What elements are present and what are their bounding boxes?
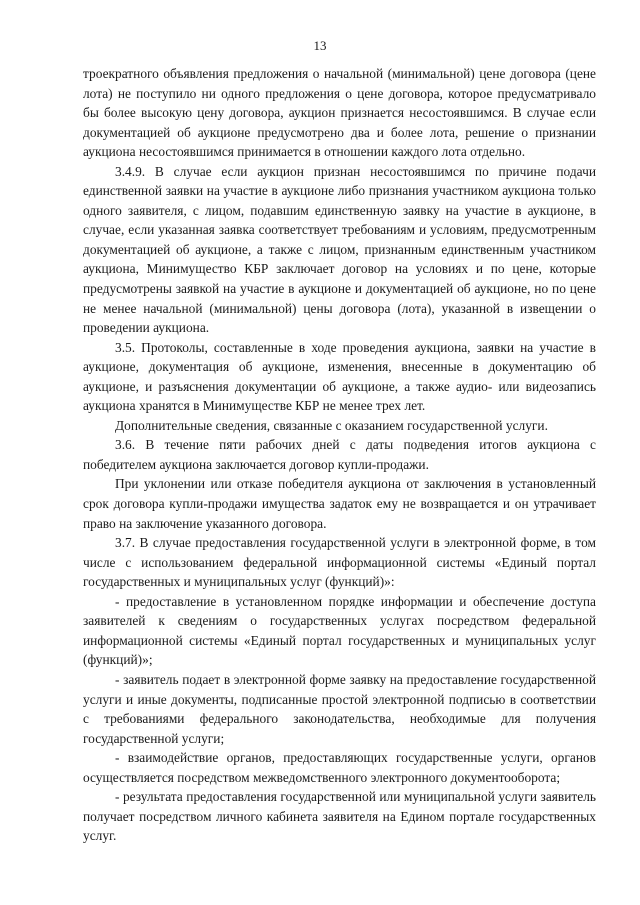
paragraph-evasion: При уклонении или отказе победителя аукциона от заключения в установленный срок договора купли-продажи имущества задаток ему не возвращается и он утрачивает право на заключение указанного договора. <box>83 476 596 531</box>
document-body <box>83 64 596 846</box>
paragraph-additional-info: Дополнительные сведения, связанные с оказанием государственной услуги. <box>115 417 548 433</box>
list-item-electronic-application: - заявитель подает в электронной форме заявку на предоставление государственной услуги и иные документы, подписанные простой электронной подписью в соответствии с требованиями федерального законодательства, необходимые для получения государственной услуги; <box>83 671 596 746</box>
list-item-interagency-interaction: - взаимодействие органов, предоставляющих государственные услуги, органов осуществляется посредством межведомственного электронного документооборота; <box>83 750 596 785</box>
paragraph-continuation: троекратного объявления предложения о начальной (минимальной) цене договора (цене лота) не поступило ни одного предложения о цене договора, которое предусматривало бы более высокую цену договора, аукцион признается несостоявшимся. В случае если документацией об аукционе предусмотрено два и более лота, решение о признании аукциона несостоявшимся принимается в отношении каждого лота отдельно. <box>83 66 596 160</box>
list-item-information-access: - предоставление в установленном порядке информации и обеспечение доступа заявителей к сведениям о государственных услугах посредством федеральной информационной системы «Единый портал государственных и муниципальных услуг (функций)»; <box>83 593 596 668</box>
list-item-result-delivery: - результата предоставления государственной или муниципальной услуги заявитель получает посредством личного кабинета заявителя на Едином портале государственных услуг. <box>83 789 596 844</box>
paragraph-3-7: 3.7. В случае предоставления государственной услуги в электронной форме, в том числе с использованием федеральной информационной системы «Единый портал государственных и муниципальных услуг (функций)»: <box>83 535 596 590</box>
paragraph-3-6: 3.6. В течение пяти рабочих дней с даты подведения итогов аукциона с победителем аукциона заключается договор купли-продажи. <box>83 437 596 472</box>
paragraph-3-4-9: 3.4.9. В случае если аукцион признан несостоявшимся по причине подачи единственной заявки на участие в аукционе либо признания участником аукциона только одного заявителя, с лицом, подавшим единственную заявку на участие в аукционе, в случае, если указанная заявка соответствует требованиям и условиям, предусмотренным документацией об аукционе, а также с лицом, признанным единственным участником аукциона, Минимущество КБР заключает договор на условиях и по цене, которые предусмотрены заявкой на участие в аукционе и документацией об аукционе, но по цене не менее начальной (минимальной) цены договора (лота), указанной в извещении о проведении аукциона. <box>83 163 596 336</box>
page-number: 13 <box>313 38 327 53</box>
paragraph-3-5: 3.5. Протоколы, составленные в ходе проведения аукциона, заявки на участие в аукционе, документация об аукционе, изменения, внесенные в документацию об аукционе, и разъяснения документации об аукционе, а также аудио- или видеозапись аукциона хранятся в Минимуществе КБР не менее трех лет. <box>83 339 596 414</box>
